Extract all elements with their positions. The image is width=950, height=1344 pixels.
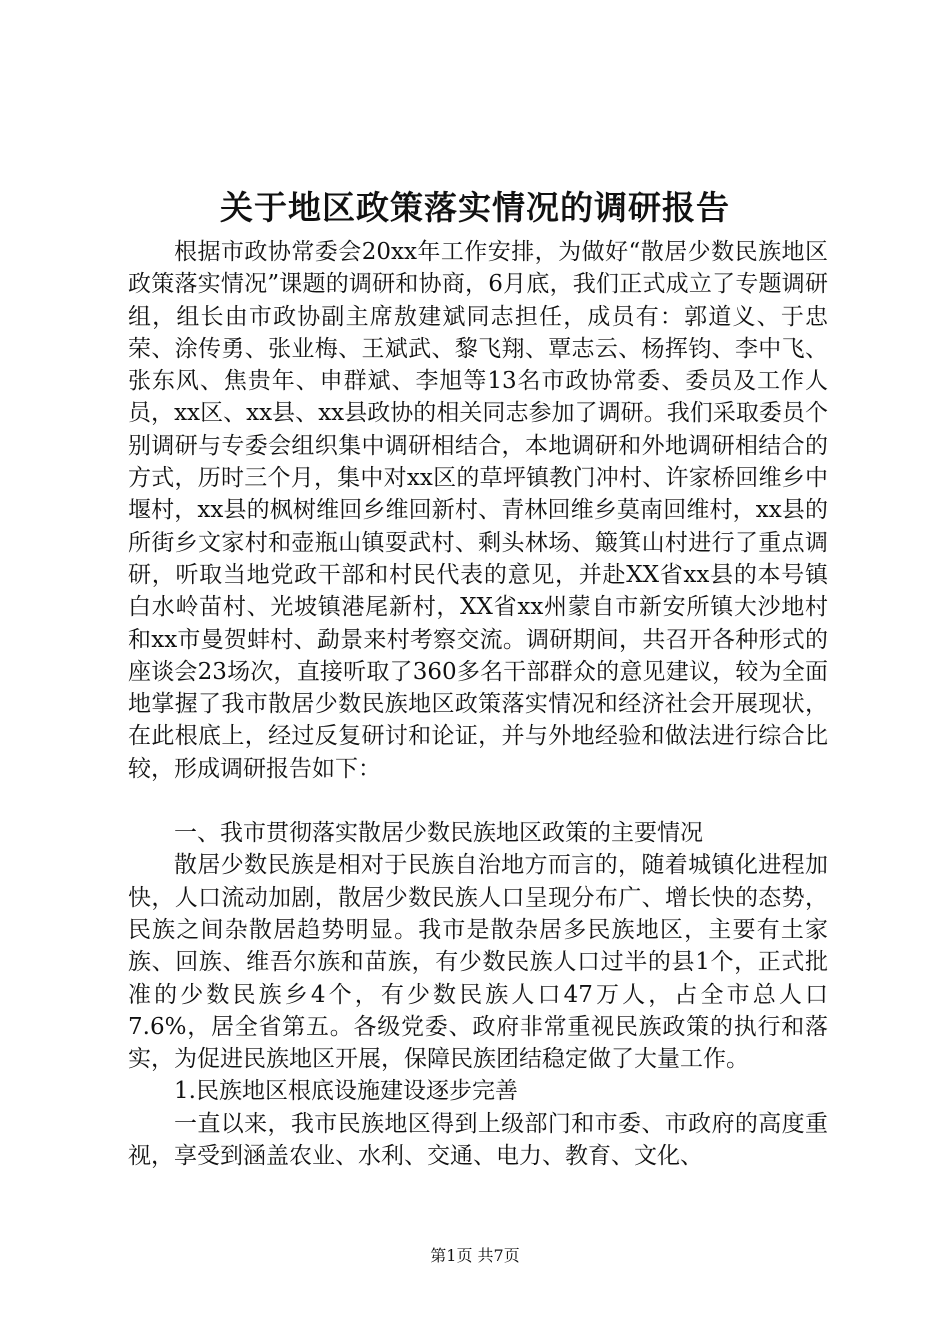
section-heading: 一、我市贯彻落实散居少数民族地区政策的主要情况 bbox=[174, 820, 703, 847]
subsection-paragraph: 一直以来，我市民族地区得到上级部门和市委、市政府的高度重视，享受到涵盖农业、水利、交通、电力、教育、文化、 bbox=[128, 1110, 828, 1170]
page-title: 关于地区政策落实情况的调研报告 bbox=[220, 188, 730, 227]
section-paragraph: 散居少数民族是相对于民族自治地方而言的，随着城镇化进程加快，人口流动加剧，散居少数民族人口呈现分布广、增长快的态势，民族之间杂散居趋势明显。我市是散杂居多民族地区，主要有土家族、回族、维吾尔族和苗族，有少数民族人口过半的县1个，正式批准的少数民族乡4个，有少数民族人口47万人，占全市总人口7.6%，居全省第五。各级党委、政府非常重视民族政策的执行和落实，为促进民族地区开展，保障民族团结稳定做了大量工作。 bbox=[128, 852, 828, 1073]
document-body bbox=[128, 236, 828, 1172]
subsection-heading: 1.民族地区根底设施建设逐步完善 bbox=[174, 1078, 518, 1105]
page-footer: 第1页 共7页 bbox=[430, 1246, 520, 1265]
intro-paragraph: 根据市政协常委会20xx年工作安排，为做好“散居少数民族地区政策落实情况”课题的调研和协商，6月底，我们正式成立了专题调研组，组长由市政协副主席敖建斌同志担任，成员有：郭道义、于忠荣、涂传勇、张业梅、王斌武、黎飞翔、覃志云、杨挥钧、李中飞、张东风、焦贵年、申群斌、李旭等13名市政协常委、委员及工作人员，xx区、xx县、xx县政协的相关同志参加了调研。我们采取委员个别调研与专委会组织集中调研相结合，本地调研和外地调研相结合的方式，历时三个月，集中对xx区的草坪镇教门冲村、许家桥回维乡中堰村，xx县的枫树维回乡维回新村、青林回维乡莫南回维村，xx县的所街乡文家村和壶瓶山镇耍武村、剩头林场、簸箕山村进行了重点调研，听取当地党政干部和村民代表的意见，并赴XX省xx县的本号镇白水岭苗村、光坡镇港尾新村，XX省xx州蒙自市新安所镇大沙地村和xx市曼贺蚌村、勐景来村考察交流。调研期间，共召开各种形式的座谈会23场次，直接听取了360多名干部群众的意见建议，较为全面地掌握了我市散居少数民族地区政策落实情况和经济社会开展现状，在此根底上，经过反复研讨和论证，并与外地经验和做法进行综合比较，形成调研报告如下： bbox=[128, 239, 828, 782]
